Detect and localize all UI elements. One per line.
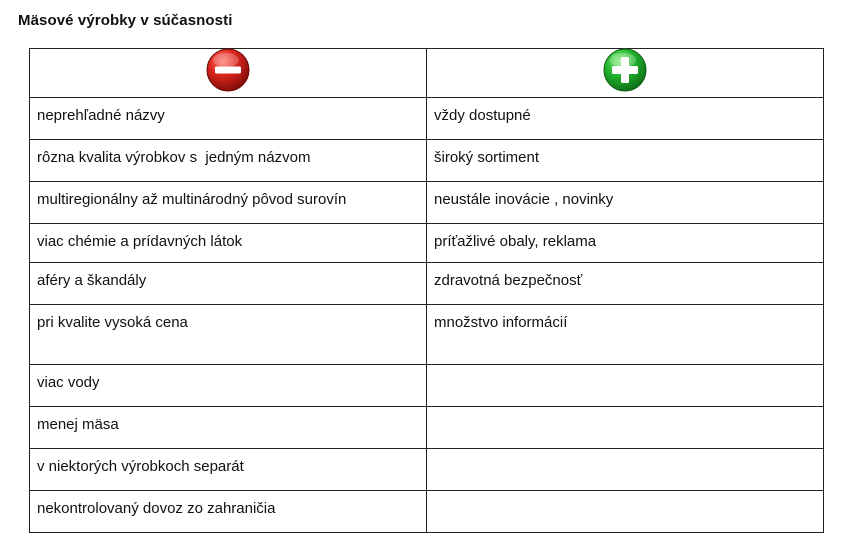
plus-cell [427,140,824,182]
table-row [30,263,824,305]
minus-text: neprehľadné názvy [37,107,165,124]
minus-text: menej mäsa [37,416,119,433]
minus-cell [30,263,427,305]
plus-cell [427,491,824,533]
table-row [30,305,824,365]
minus-text: v niektorých výrobkoch separát [37,458,244,475]
plus-text: množstvo informácií [434,314,568,331]
table-row [30,449,824,491]
minus-cell [30,491,427,533]
minus-text: viac vody [37,374,100,391]
table-row [30,407,824,449]
plus-cell [427,98,824,140]
minus-text: aféry a škandály [37,272,147,289]
page-title: Mäsové výrobky v súčasnosti [18,12,233,29]
pros-cons-table [29,48,824,533]
plus-cell [427,365,824,407]
plus-text: zdravotná bezpečnosť [434,272,583,289]
plus-text [434,491,823,500]
plus-text: vždy dostupné [434,107,531,124]
minus-text: multiregionálny až multinárodný pôvod surovín [37,191,347,208]
table-row [30,491,824,533]
minus-icon [206,48,250,92]
minus-cell [30,98,427,140]
minus-cell [30,407,427,449]
minus-cell [30,365,427,407]
plus-text: široký sortiment [434,149,540,166]
minus-cell [30,140,427,182]
plus-cell [427,224,824,263]
table-row [30,140,824,182]
minus-column-header [30,49,427,98]
table-row [30,365,824,407]
minus-cell [30,224,427,263]
plus-text [434,449,823,458]
minus-text: pri kvalite vysoká cena [37,314,188,331]
minus-text: viac chémie a prídavných látok [37,233,243,250]
plus-cell [427,182,824,224]
plus-icon [603,48,647,92]
minus-cell [30,305,427,365]
minus-text: nekontrolovaný dovoz zo zahraničia [37,500,276,517]
plus-cell [427,407,824,449]
plus-cell [427,305,824,365]
plus-text: príťažlivé obaly, reklama [434,233,597,250]
table-row [30,182,824,224]
plus-column-header [427,49,824,98]
minus-cell [30,449,427,491]
plus-cell [427,263,824,305]
table-row [30,98,824,140]
plus-text [434,365,823,374]
plus-cell [427,449,824,491]
table-header-row [30,49,824,98]
minus-cell [30,182,427,224]
minus-text: rôzna kvalita výrobkov s jedným názvom [37,149,311,166]
plus-text [434,407,823,416]
plus-text: neustále inovácie , novinky [434,191,614,208]
table-row [30,224,824,263]
